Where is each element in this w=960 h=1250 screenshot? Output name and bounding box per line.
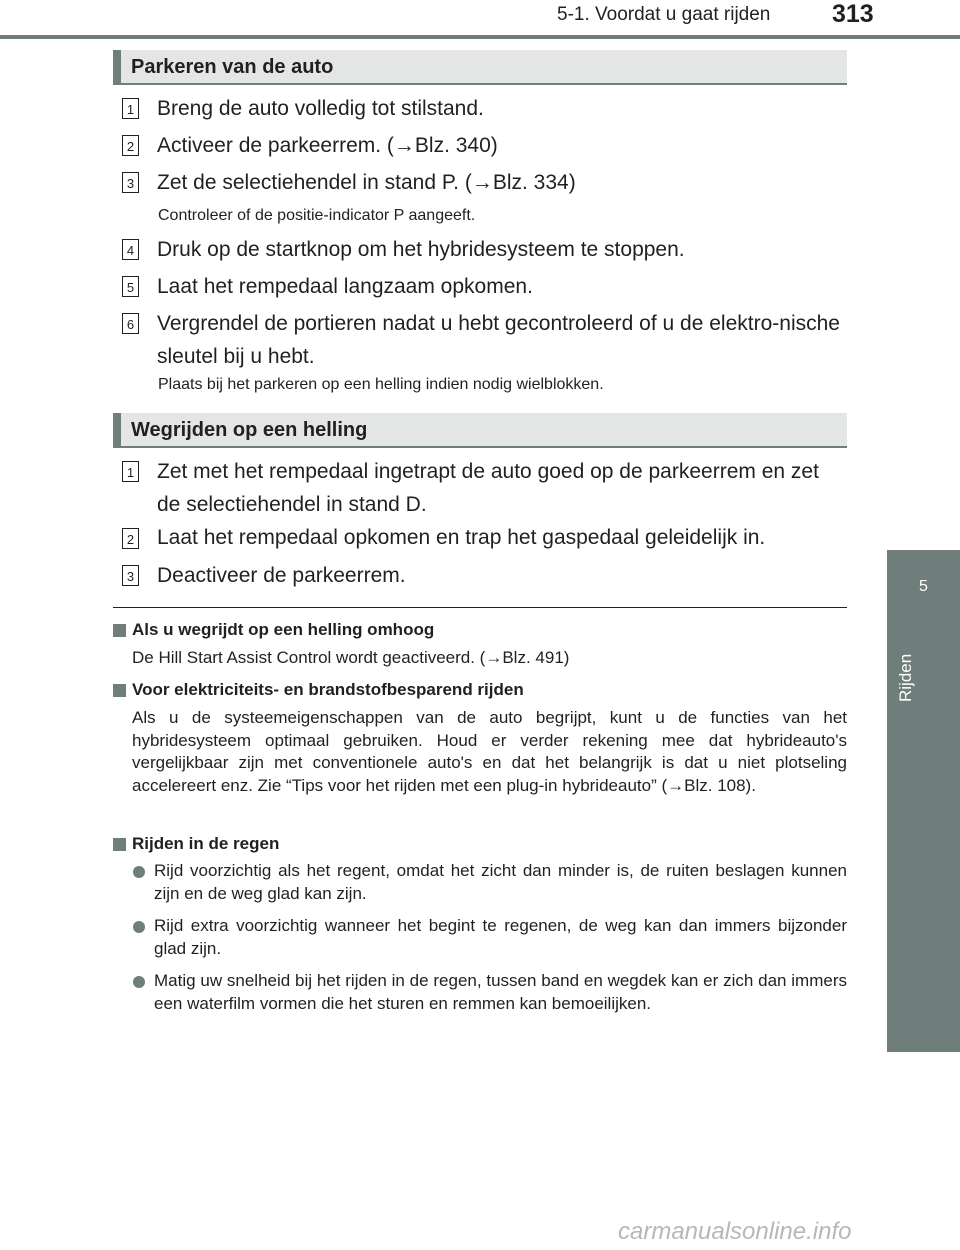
parking-step-6-number: 6 (122, 313, 139, 334)
parking-step-2-text: Activeer de parkeerrem. (→Blz. 340) (157, 134, 498, 157)
parking-step-5-text: Laat het rempedaal langzaam opkomen. (157, 275, 533, 298)
hill-start-section-title: Wegrijden op een helling (131, 419, 368, 441)
note-square-icon (113, 838, 126, 851)
chapter-label (894, 644, 920, 704)
parking-step-6-text: Vergrendel de portieren nadat u hebt gecontroleerd of u de elektro-nische sleutel bij u hebt. (157, 312, 840, 368)
hill-step-3-number: 3 (122, 565, 139, 586)
note-square-icon (113, 684, 126, 697)
page-number: 313 (832, 0, 874, 28)
note-2-body: Als u de systeemeigenschappen van de auto begrijpt, kunt u de functies van het hybridesysteem optimaal gebruiken. Houd er verder rekening mee dat hybrideauto's vergelijkbaar zijn met conventionele auto's en dat het belangrijk is dat u niet plotseling accelereert enz. Zie “Tips voor het rijden met een plug-in hybrideauto” (→Blz. 108). (132, 708, 847, 795)
note-square-icon (113, 624, 126, 637)
rain-bullet-2: Rijd extra voorzichtig wanneer het begint te regenen, de weg kan dan immers bijzonder glad zijn. (154, 916, 847, 958)
parking-step-4-number: 4 (122, 239, 139, 260)
header-rule (0, 35, 960, 39)
section-header-bar (113, 413, 121, 446)
hill-step-2-text: Laat het rempedaal opkomen en trap het gaspedaal geleidelijk in. (157, 526, 766, 549)
watermark: carmanualsonline.info (618, 1218, 852, 1245)
hill-step-2-number: 2 (122, 528, 139, 549)
note-1-heading: Als u wegrijdt op een helling omhoog (132, 620, 435, 639)
parking-step-3-number: 3 (122, 172, 139, 193)
parking-section-header (113, 50, 847, 85)
bullet-dot-icon (133, 866, 145, 878)
hill-start-section-header (113, 413, 847, 448)
parking-section-title: Parkeren van de auto (131, 56, 334, 78)
notes-divider (113, 607, 847, 608)
note-1-body: De Hill Start Assist Control wordt geactiveerd. (→Blz. 491) (132, 648, 570, 667)
parking-step-2-number: 2 (122, 135, 139, 156)
parking-step-3-note: Controleer of de positie-indicator P aangeeft. (158, 207, 476, 224)
parking-step-1-number: 1 (122, 98, 139, 119)
chapter-number: 5 (919, 578, 928, 595)
hill-step-1-number: 1 (122, 461, 139, 482)
parking-step-3-text: Zet de selectiehendel in stand P. (→Blz. 334) (157, 171, 576, 194)
note-2-heading: Voor elektriciteits- en brandstofbesparend rijden (132, 680, 524, 699)
bullet-dot-icon (133, 921, 145, 933)
section-header-bar (113, 50, 121, 83)
chapter-title: Rijden (896, 653, 915, 702)
parking-step-6-note: Plaats bij het parkeren op een helling indien nodig wielblokken. (158, 376, 604, 393)
rain-bullet-3: Matig uw snelheid bij het rijden in de regen, tussen band en wegdek kan er zich dan immers een waterfilm vormen die het sturen en remmen kan bemoeilijken. (154, 971, 847, 1013)
bullet-dot-icon (133, 976, 145, 988)
chapter-tab (887, 550, 960, 632)
parking-step-5-number: 5 (122, 276, 139, 297)
section-title: 5-1. Voordat u gaat rijden (557, 4, 771, 25)
parking-step-4-text: Druk op de startknop om het hybridesysteem te stoppen. (157, 238, 685, 261)
hill-step-3-text: Deactiveer de parkeerrem. (157, 564, 406, 587)
note-3-heading: Rijden in de regen (132, 834, 280, 853)
hill-step-1-text: Zet met het rempedaal ingetrapt de auto goed op de parkeerrem en zet de selectiehendel in stand D. (157, 460, 819, 516)
rain-bullet-1: Rijd voorzichtig als het regent, omdat het zicht dan minder is, de ruiten beslagen kunnen zijn en de weg glad kan zijn. (154, 861, 847, 903)
parking-step-1-text: Breng de auto volledig tot stilstand. (157, 97, 484, 120)
